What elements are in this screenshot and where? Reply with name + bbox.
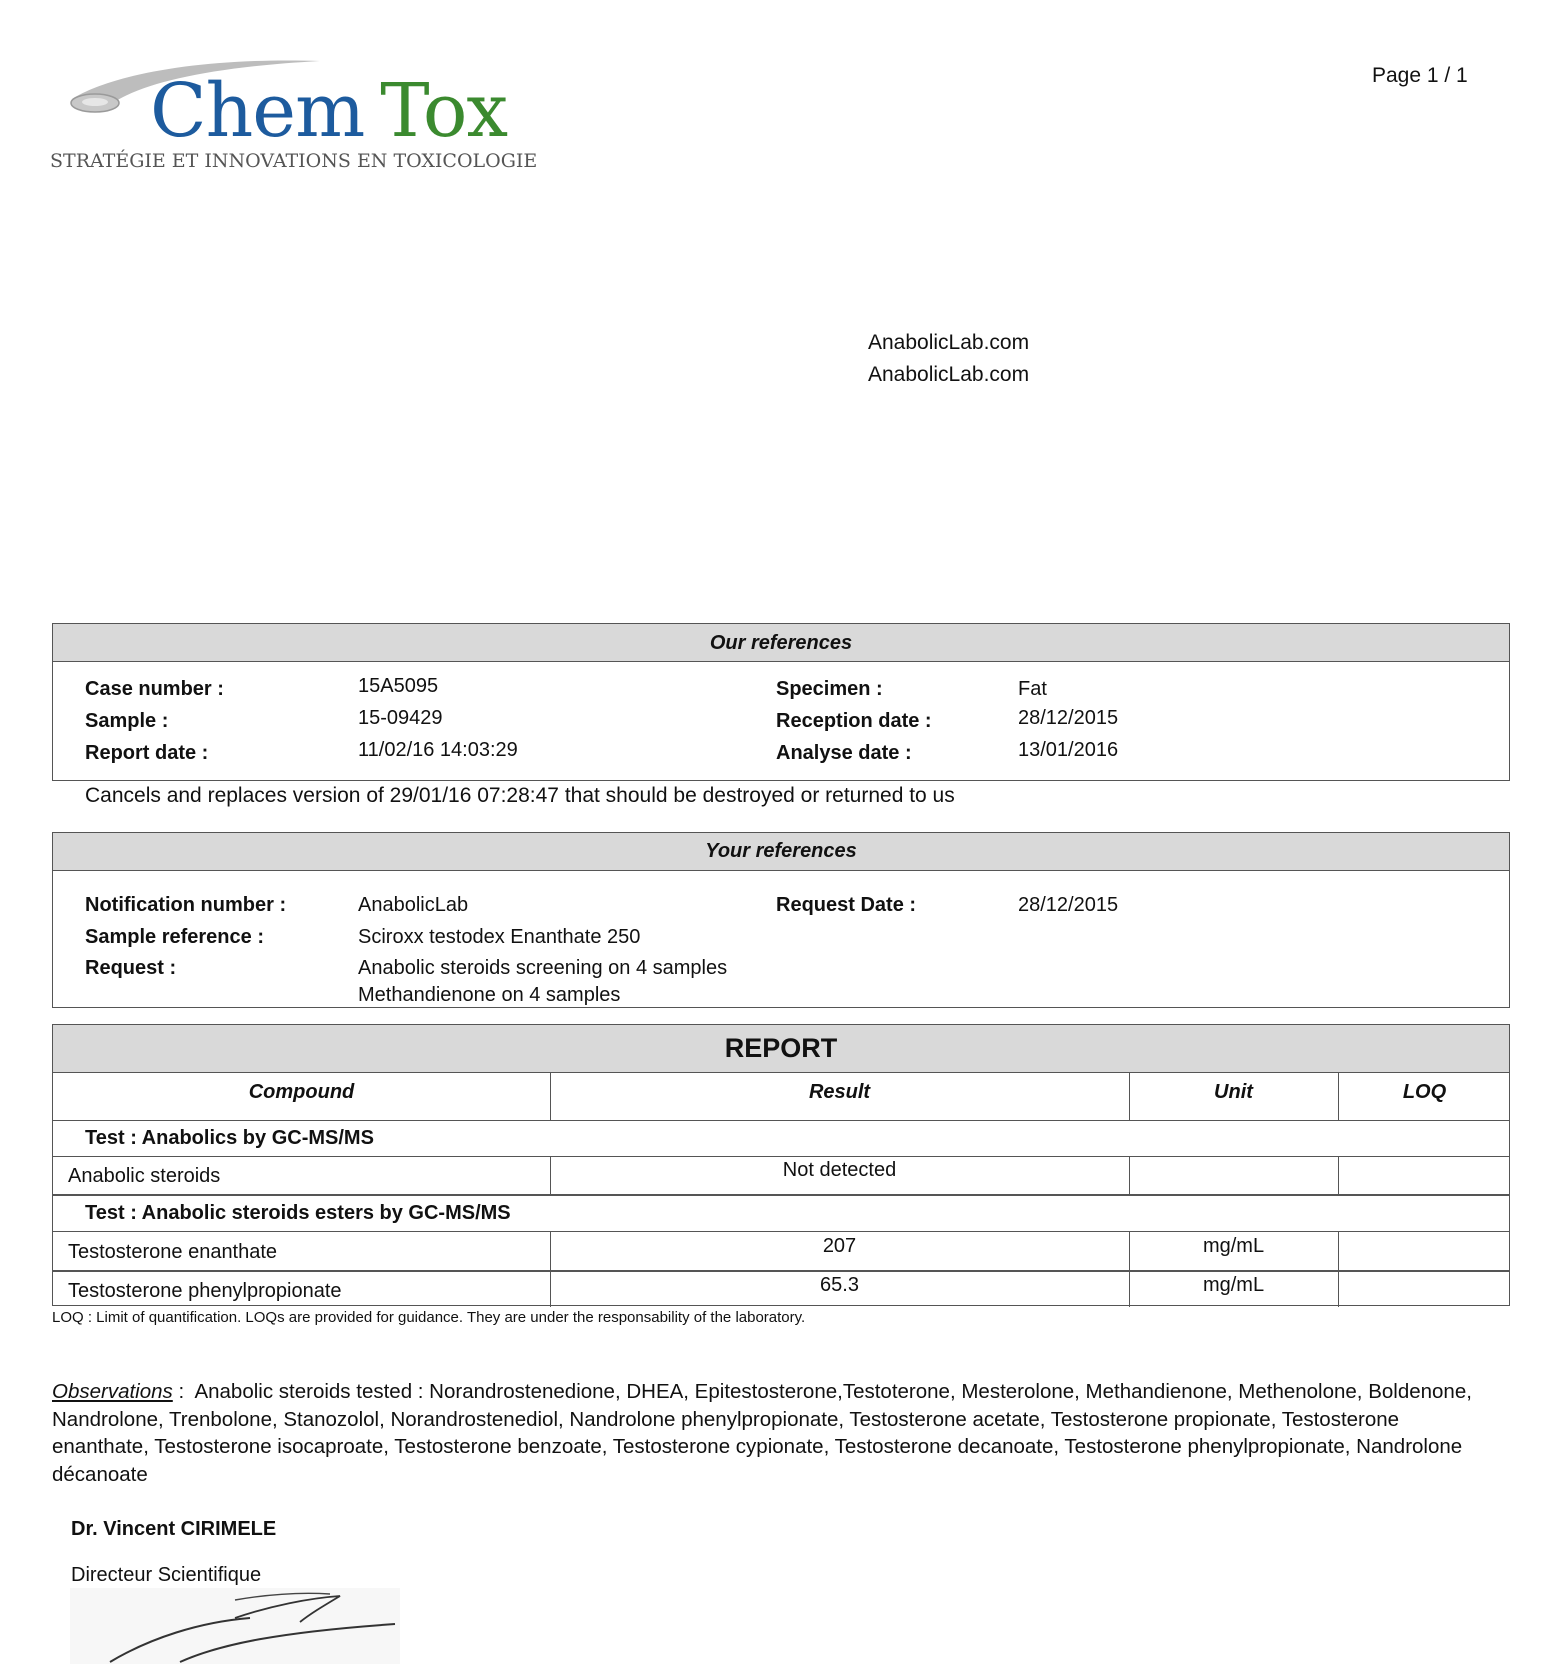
case-number-label: Case number : <box>85 678 224 700</box>
your-references-title: Your references <box>53 833 1509 871</box>
test-2-title: Test : Anabolic steroids esters by GC-MS/MS <box>85 1202 511 1224</box>
sample-reference-label: Sample reference : <box>85 926 264 948</box>
logo-wordmark <box>150 68 508 154</box>
report-date-value: 11/02/16 14:03:29 <box>358 739 518 761</box>
observations-colon: : <box>172 1380 195 1403</box>
column-divider <box>1129 1072 1130 1120</box>
sample-label: Sample : <box>85 710 169 732</box>
row-3-unit: mg/mL <box>1202 1274 1265 1296</box>
column-divider <box>1338 1231 1339 1307</box>
row-divider <box>53 1194 1509 1196</box>
row-2-compound: Testosterone enanthate <box>68 1241 278 1263</box>
row-3-result: 65.3 <box>820 1274 859 1296</box>
signer-title: Directeur Scientifique <box>71 1564 262 1586</box>
cancel-replaces-note: Cancels and replaces version of 29/01/16 07:28:47 that should be destroyed or returned to us <box>85 784 955 807</box>
chemtox-logo <box>50 55 538 175</box>
observations-text: Anabolic steroids tested : Norandrostenedione, DHEA, Epitestosterone,Testoterone, Mesterolone, Methandienone, Methenolone, Boldenone, Nandrolone, Trenbolone, Stanozolol, Norandrostenediol, Nandrolone phenylpropionate, Testosterone acetate, Testosterone propionate, Testosterone enanthate, Testosterone isocaproate, Testosterone benzoate, Testosterone cypionate, Testosterone decanoate, Testosterone phenylpropionate, Nandrolone décanoate <box>52 1380 1472 1486</box>
logo-tox: Tox <box>380 68 508 154</box>
recipient-line-2: AnabolicLab.com <box>868 363 1030 386</box>
request-label: Request : <box>85 957 177 979</box>
our-references-title: Our references <box>53 624 1509 662</box>
specimen-value: Fat <box>1018 678 1047 700</box>
row-2-result: 207 <box>822 1235 857 1257</box>
notification-number-value: AnabolicLab <box>358 894 469 916</box>
recipient-line-1: AnabolicLab.com <box>868 331 1030 354</box>
test-1-title: Test : Anabolics by GC-MS/MS <box>85 1127 374 1149</box>
column-header-unit: Unit <box>1214 1081 1253 1103</box>
sample-reference-value: Sciroxx testodex Enanthate 250 <box>358 926 641 948</box>
column-header-result: Result <box>808 1081 871 1103</box>
row-1-result: Not detected <box>782 1159 897 1181</box>
analyse-date-value: 13/01/2016 <box>1018 739 1119 761</box>
row-divider <box>53 1120 1509 1121</box>
sample-value: 15-09429 <box>358 707 443 729</box>
column-divider <box>1338 1156 1339 1194</box>
column-header-compound: Compound <box>248 1081 355 1103</box>
reception-date-value: 28/12/2015 <box>1018 707 1119 729</box>
column-divider <box>1338 1072 1339 1120</box>
signer-name: Dr. Vincent CIRIMELE <box>71 1518 277 1540</box>
row-3-compound: Testosterone phenylpropionate <box>68 1280 342 1302</box>
observations-label: Observations <box>52 1380 173 1403</box>
our-references-box <box>52 623 1510 781</box>
column-divider <box>550 1072 551 1120</box>
column-header-loq: LOQ <box>1402 1081 1447 1103</box>
logo-tagline: STRATÉGIE ET INNOVATIONS EN TOXICOLOGIE <box>50 150 538 172</box>
report-title: REPORT <box>53 1025 1509 1073</box>
row-2-unit: mg/mL <box>1202 1235 1265 1257</box>
request-date-value: 28/12/2015 <box>1018 894 1119 916</box>
page-number: Page 1 / 1 <box>1372 64 1468 87</box>
row-divider <box>53 1270 1509 1272</box>
request-value-line-2: Methandienone on 4 samples <box>358 984 621 1006</box>
specimen-label: Specimen : <box>776 678 883 700</box>
logo-chem: Chem <box>150 68 365 154</box>
reception-date-label: Reception date : <box>776 710 932 732</box>
your-references-box <box>52 832 1510 1008</box>
notification-number-label: Notification number : <box>85 894 287 916</box>
column-divider <box>1129 1156 1130 1194</box>
row-divider <box>53 1231 1509 1232</box>
handwritten-signature <box>70 1588 400 1664</box>
loq-note: LOQ : Limit of quantification. LOQs are provided for guidance. They are under the responsability of the laboratory. <box>52 1309 806 1326</box>
row-1-compound: Anabolic steroids <box>68 1165 221 1187</box>
analyse-date-label: Analyse date : <box>776 742 912 764</box>
request-date-label: Request Date : <box>776 894 917 916</box>
report-table <box>52 1024 1510 1306</box>
request-value-line-1: Anabolic steroids screening on 4 samples <box>358 957 728 979</box>
report-date-label: Report date : <box>85 742 209 764</box>
row-divider <box>53 1156 1509 1157</box>
observations-paragraph <box>52 1378 1472 1488</box>
case-number-value: 15A5095 <box>358 675 439 697</box>
